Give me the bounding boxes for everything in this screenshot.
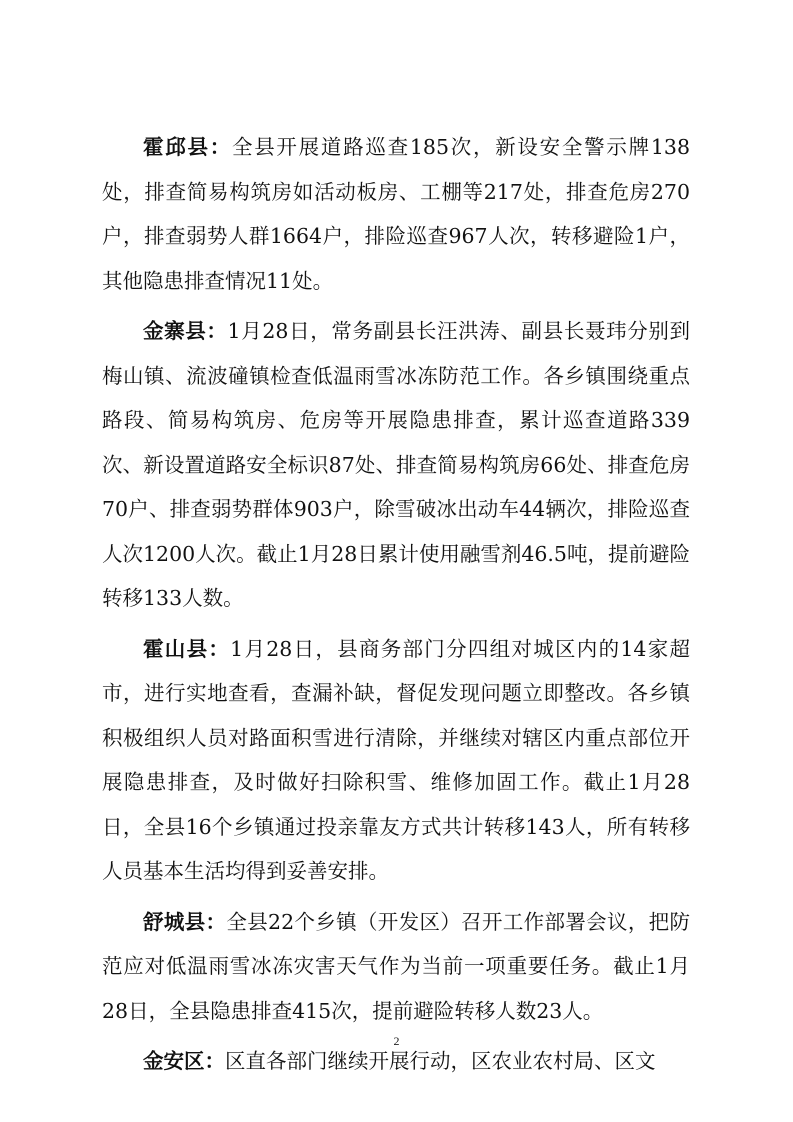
paragraph-jinzhai xyxy=(102,309,690,621)
paragraph-text: 区直各部门继续开展行动，区农业农村局、区文 xyxy=(225,1049,656,1073)
paragraph-text: 1月28日，县商务部门分四组对城区内的14家超市，进行实地查看，查漏补缺，督促发现问题立即整改。各乡镇积极组织人员对路面积雪进行清除，并继续对辖区内重点部位开展隐患排查，及时做好扫除积雪、维修加固工作。截止1月28日，全县16个乡镇通过投亲靠友方式共计转移143人，所有转移人员基本生活均得到妥善安排。 xyxy=(102,636,691,883)
document-body xyxy=(102,125,690,1090)
paragraph-text: 全县开展道路巡查185次，新设安全警示牌138处，排查简易构筑房如活动板房、工棚等217处，排查危房270户，排查弱势人群1664户，排险巡查967人次，转移避险1户，其他隐患排查情况11处。 xyxy=(102,135,690,293)
paragraph-lead: 金寨县： xyxy=(143,319,228,343)
paragraph-lead: 霍邱县： xyxy=(143,135,232,159)
page-number: 2 xyxy=(393,1034,400,1048)
paragraph-lead: 金安区： xyxy=(143,1049,225,1073)
paragraph-huoqiu xyxy=(102,125,690,303)
paragraph-text: 1月28日，常务副县长汪洪涛、副县长聂玮分别到梅山镇、流波䃥镇检查低温雨雪冰冻防范工作。各乡镇围绕重点路段、简易构筑房、危房等开展隐患排查，累计巡查道路339次、新设置道路安全标识87处、排查简易构筑房66处、排查危房70户、排查弱势群体903户，除雪破冰出动车44辆次，排险巡查人次1200人次。截止1月28日累计使用融雪剂46.5吨，提前避险转移133人数。 xyxy=(102,319,690,610)
paragraph-lead: 霍山县： xyxy=(143,636,231,661)
paragraph-huoshan xyxy=(102,627,690,894)
paragraph-shucheng xyxy=(102,900,690,1034)
paragraph-text: 全县22个乡镇（开发区）召开工作部署会议，把防范应对低温雨雪冰冻灾害天气作为当前一项重要任务。截止1月28日，全县隐患排查415次，提前避险转移人数23人。 xyxy=(102,909,691,1023)
paragraph-lead: 舒城县： xyxy=(143,909,227,934)
